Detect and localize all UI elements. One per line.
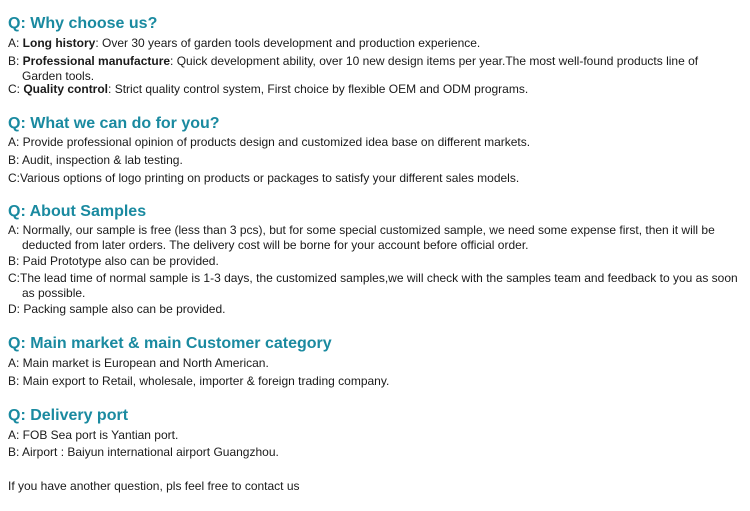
faq-answer: A: Normally, our sample is free (less than 3 pcs), but for some special customized sample, we need some expense first, then it will be deducted from later orders. The delivery cost will be borne for your account before official order.: [8, 223, 715, 252]
faq-answer: B: Main export to Retail, wholesale, importer & foreign trading company.: [8, 374, 390, 388]
answer-prefix: B:: [8, 54, 23, 68]
answer-text: : Strict quality control system, First choice by flexible OEM and ODM programs.: [108, 82, 529, 96]
answer-prefix: C:: [8, 82, 24, 96]
faq-answer: [8, 36, 738, 51]
faq-question: Q: What we can do for you?: [8, 115, 220, 132]
faq-answer: A: Provide professional opinion of products design and customized idea base on different markets.: [8, 135, 531, 149]
faq-answer: B: Audit, inspection & lab testing.: [8, 153, 183, 167]
faq-answer: [8, 54, 738, 84]
faq-question: Q: Delivery port: [8, 407, 129, 424]
faq-question: Q: Main market & main Customer category: [8, 335, 332, 352]
faq-answer: [8, 82, 738, 97]
faq-answer: A: FOB Sea port is Yantian port.: [8, 428, 179, 442]
faq-question: Q: Why choose us?: [8, 15, 158, 32]
answer-text: : Over 30 years of garden tools development and production experience.: [95, 36, 481, 50]
answer-bold-term: Long history: [22, 36, 96, 50]
faq-answer: C:The lead time of normal sample is 1-3 days, the customized samples,we will check with the samples team and feedback to you as soon as possible.: [8, 271, 738, 300]
faq-answer: A: Main market is European and North American.: [8, 356, 269, 370]
faq-answer: C:Various options of logo printing on products or packages to satisfy your different sales models.: [8, 171, 520, 185]
answer-prefix: A:: [8, 36, 23, 50]
faq-answer: B: Paid Prototype also can be provided.: [8, 254, 219, 268]
faq-question: Q: About Samples: [8, 203, 147, 220]
answer-text: : Quick development ability, over 10 new design items per year.The most well-found products line of Garden tools.: [22, 54, 699, 83]
faq-answer: D: Packing sample also can be provided.: [8, 302, 226, 316]
contact-note: If you have another question, pls feel free to contact us: [8, 479, 300, 493]
answer-bold-term: Quality control: [23, 82, 109, 96]
answer-bold-term: Professional manufacture: [22, 54, 171, 68]
faq-answer: B: Airport : Baiyun international airport Guangzhou.: [8, 445, 279, 459]
